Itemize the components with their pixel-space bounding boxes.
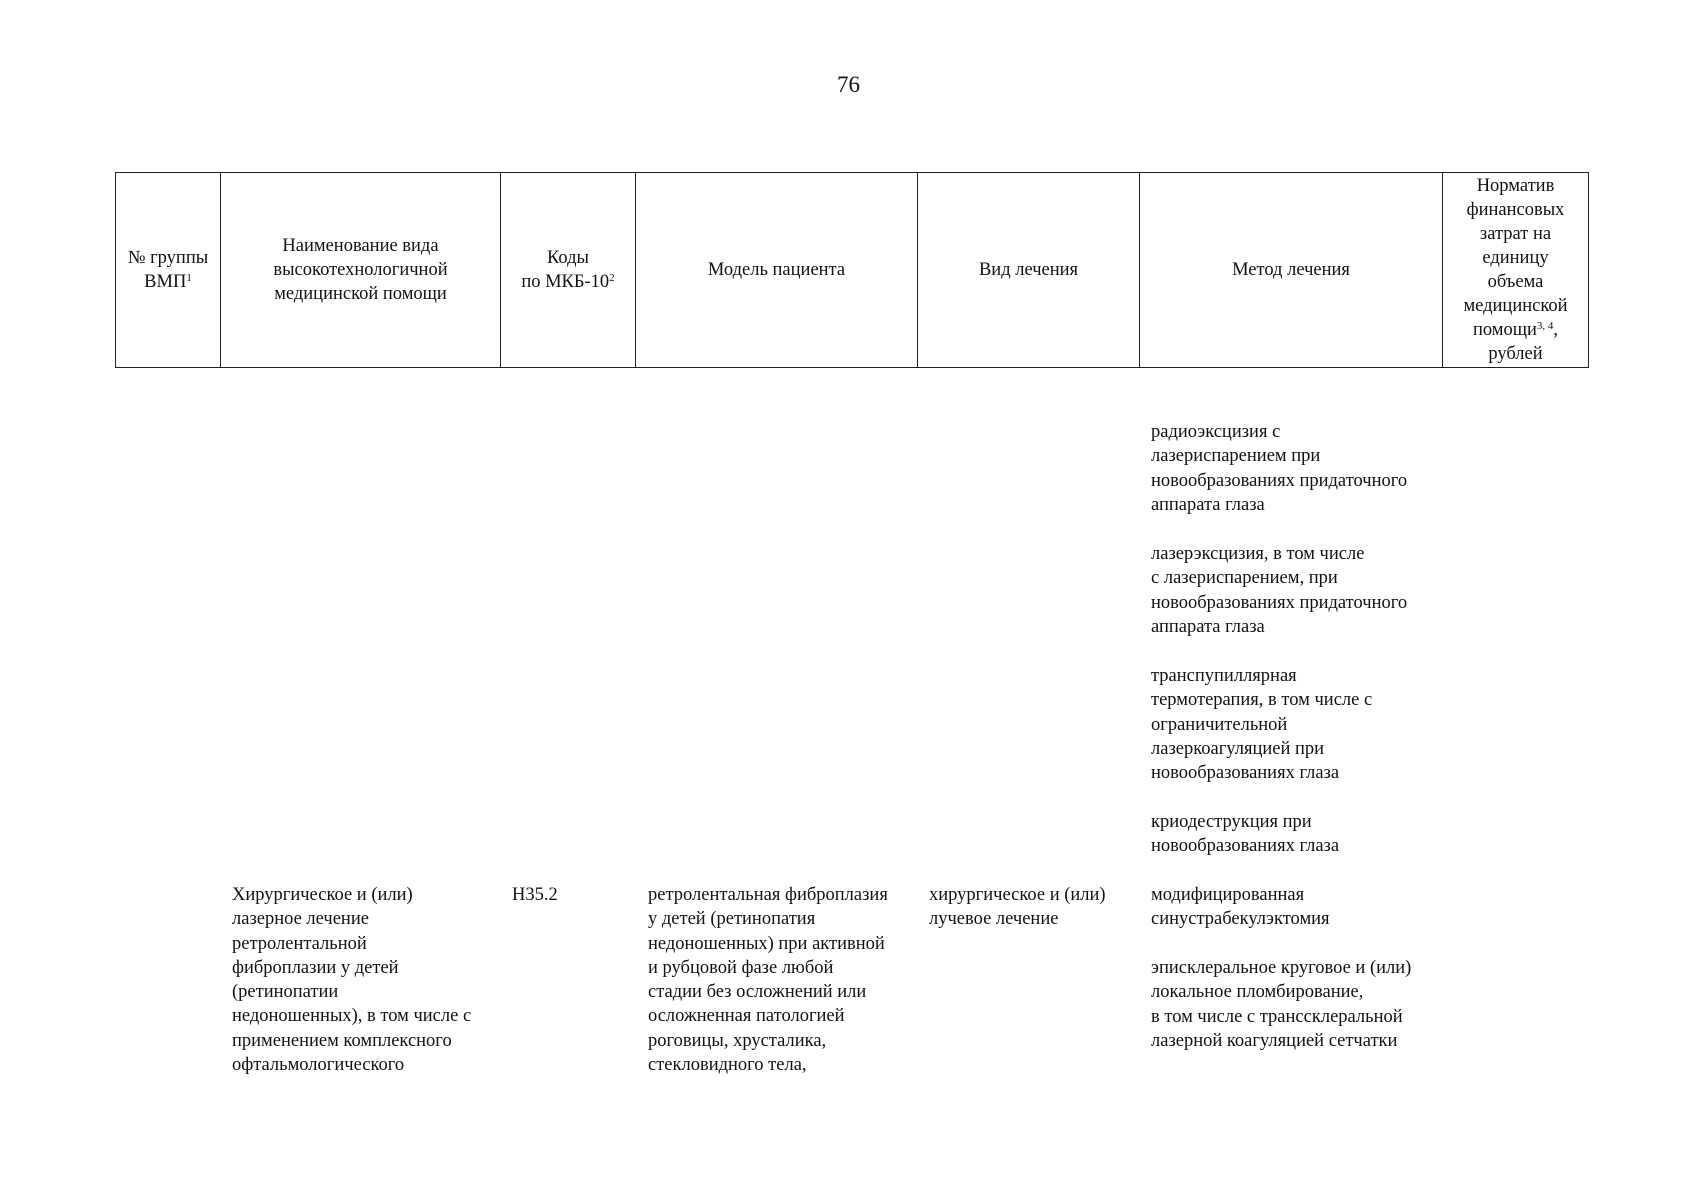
header-patient-model: Модель пациента — [636, 173, 918, 368]
method-item: криодеструкция при новообразованиях глаза — [1151, 812, 1340, 857]
row-treatment-type: хирургическое и (или) лучевое лечение — [929, 885, 1106, 930]
page-number: 76 — [837, 72, 860, 97]
table-header — [115, 172, 1589, 368]
header-treatment-type: Вид лечения — [918, 173, 1140, 368]
method-item: эписклеральное круговое и (или) локальное пломбирование, в том числе с транссклеральной лазерной коагуляцией сетчатки — [1151, 958, 1412, 1051]
method-item: радиоэксцизия с лазериспарением при новообразованиях придаточного аппарата глаза — [1151, 422, 1408, 515]
method-item: транспупиллярная термотерапия, в том числе с ограничительной лазеркоагуляцией при новообразованиях глаза — [1151, 666, 1373, 784]
header-icd-codes: Коды по МКБ-$10^2$ — [501, 173, 636, 368]
method-item: модифицированная синустрабекулэктомия — [1151, 885, 1330, 930]
header-treatment-method: Метод лечения — [1140, 173, 1443, 368]
method-item: лазерэксцизия, в том числе с лазериспарением, при новообразованиях придаточного аппарата глаза — [1151, 544, 1408, 637]
row-icd-code: H35.2 — [512, 885, 558, 905]
row-patient-model: ретролентальная фиброплазия у детей (ретинопатия недоношенных) при активной и рубцовой фазе любой стадии без осложнений или осложненная патологией роговицы, хрусталика, стекловидного тела, — [648, 885, 888, 1076]
header-care-name: Наименование вида высокотехнологичной медицинской помощи — [221, 173, 501, 368]
header-cost-norm: Норматив финансовых затрат на единицу объема медицинской помощи$^{3, 4}$, рублей — [1443, 173, 1589, 368]
header-group-number: № группы ВМП$^1$ — [116, 173, 221, 368]
row-care-name: Хирургическое и (или) лазерное лечение ретролентальной фиброплазии у детей (ретинопатии недоношенных), в том числе с применением комплексного офтальмологического — [232, 885, 472, 1076]
